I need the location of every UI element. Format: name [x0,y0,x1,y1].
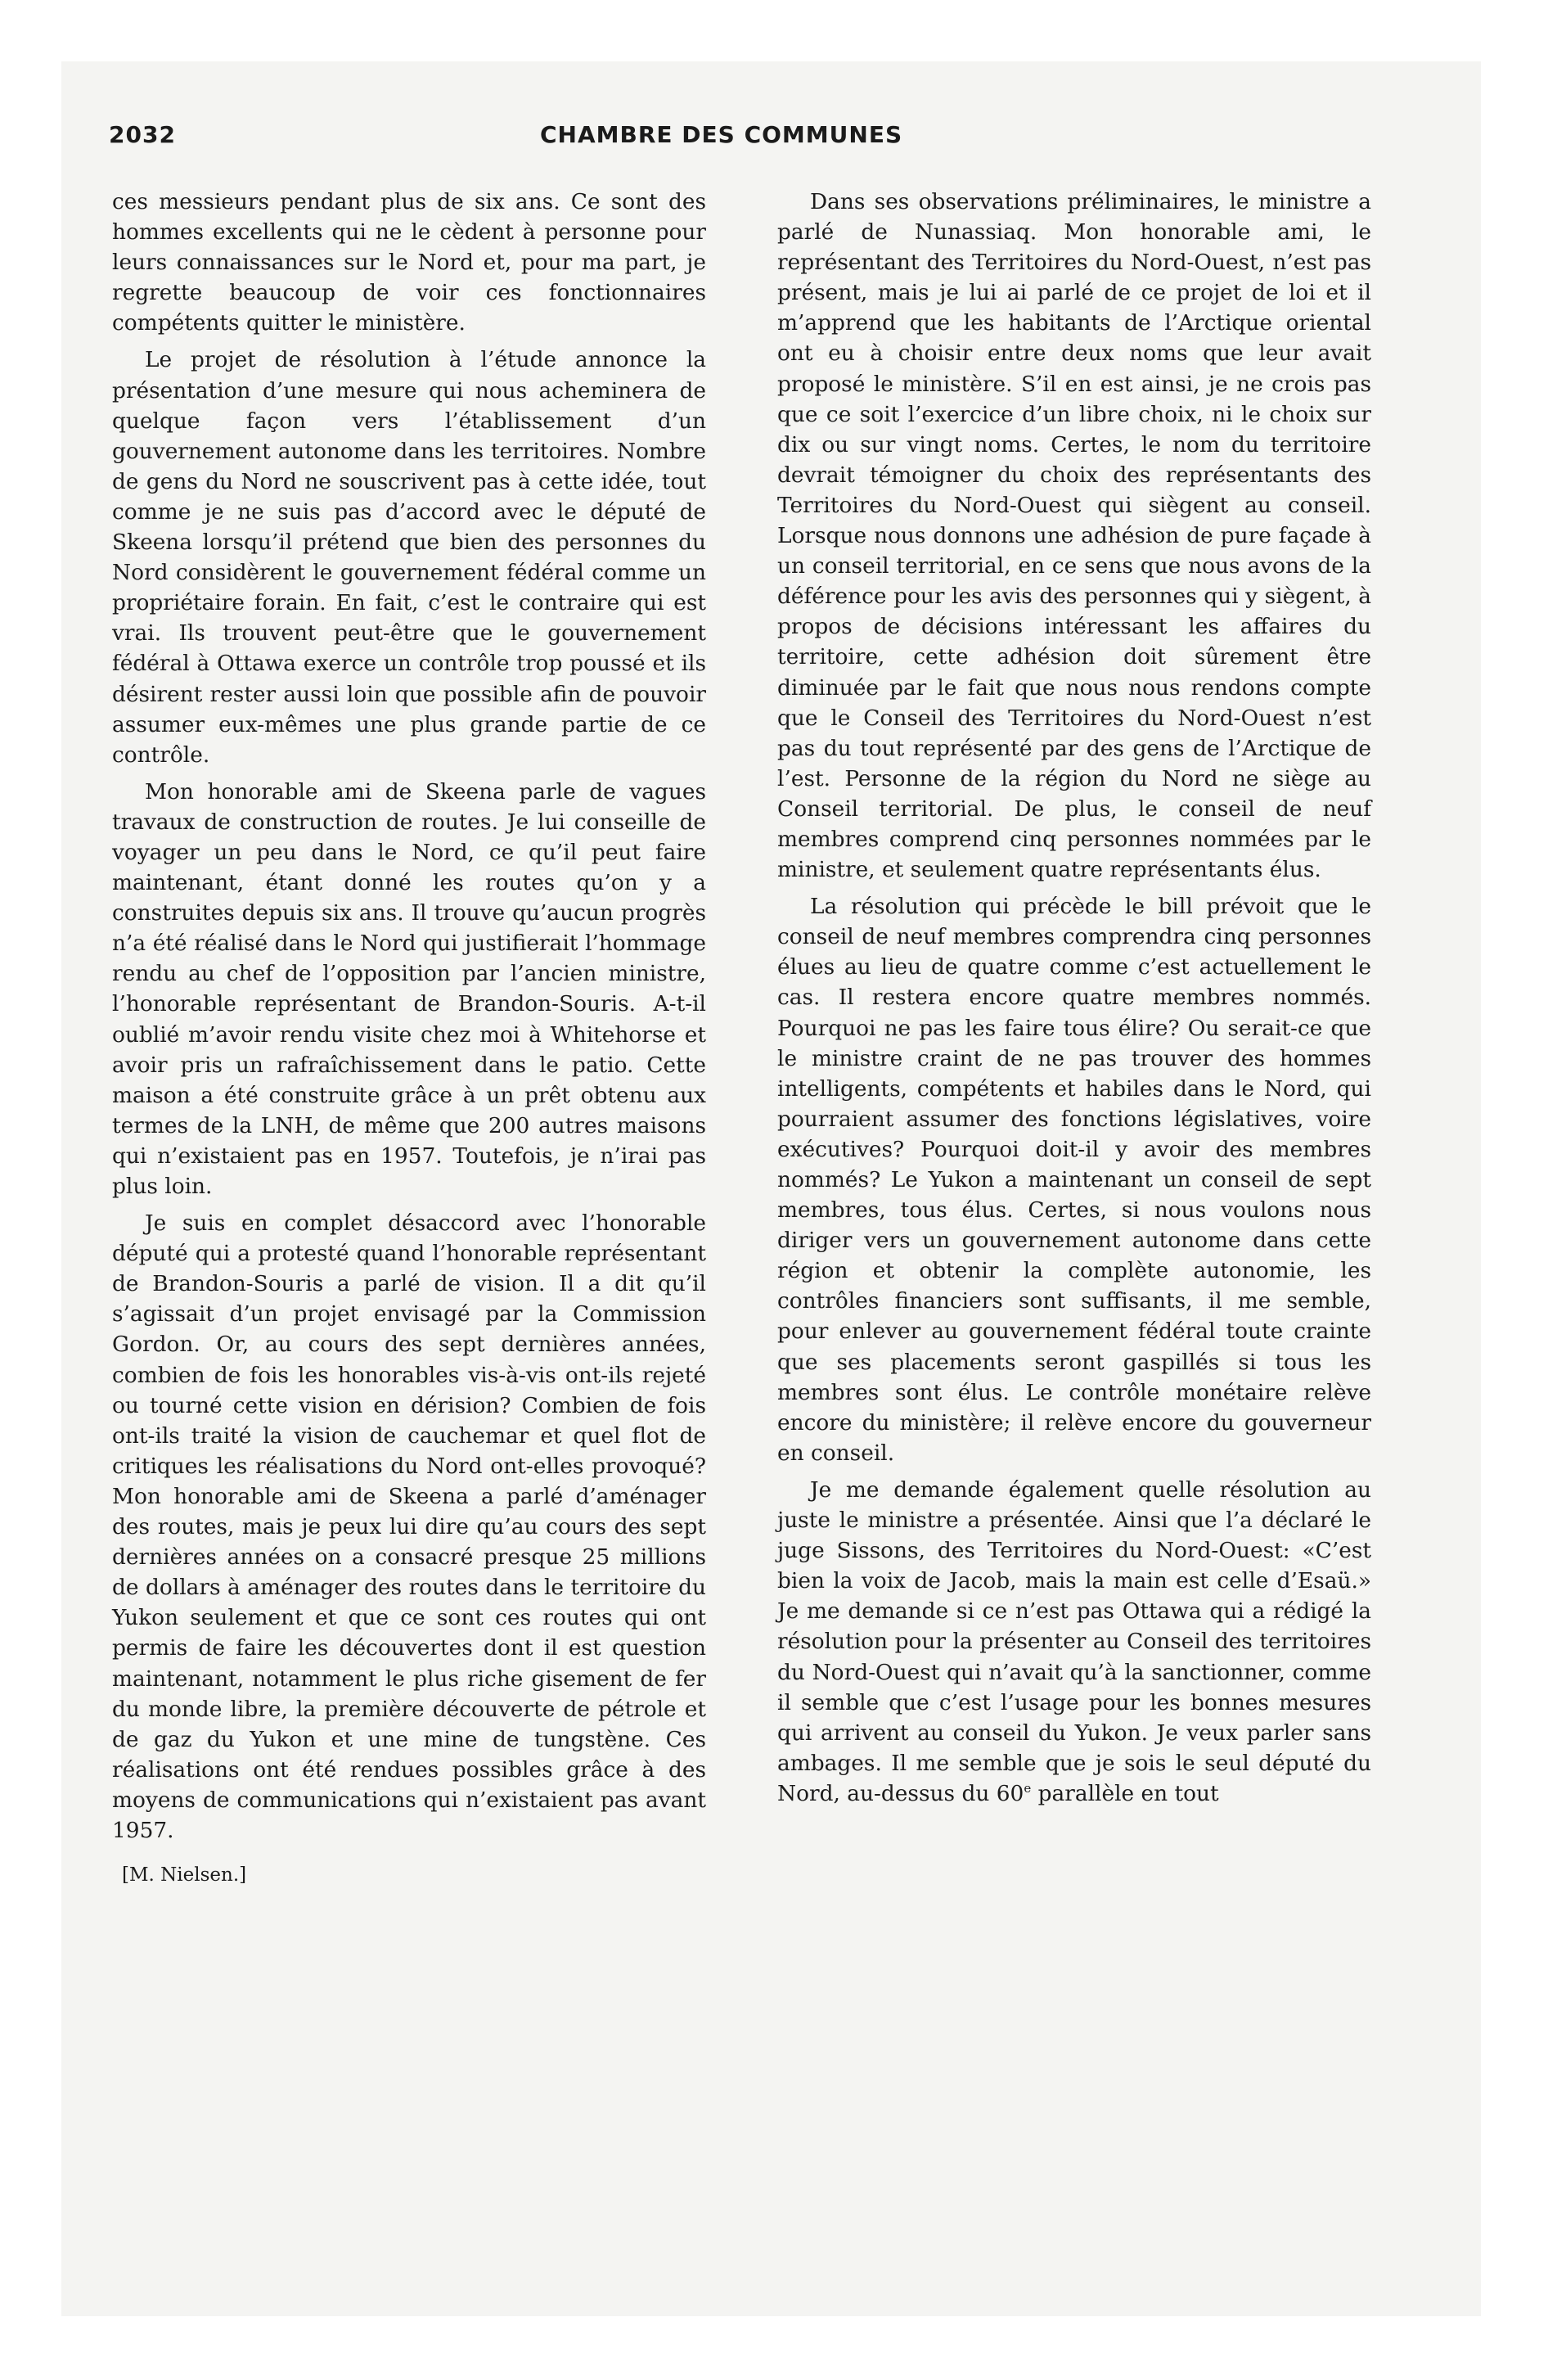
paragraph-tail: parallèle en tout [1031,1780,1219,1806]
ordinal-superscript: e [1024,1781,1032,1796]
left-column [112,187,706,1891]
paragraph: Mon honorable ami de Skeena parle de vagues travaux de construction de routes. Je lui conseille de voyager un peu dans le Nord, ce qu’il peut faire maintenant, étant donné les routes qu’on y a construites depuis six ans. Il trouve qu’aucun progrès n’a été réalisé dans le Nord qui justifierait l’hommage rendu au chef de l’opposition par l’ancien ministre, l’honorable représentant de Brandon-Souris. A-t-il oublié m’avoir rendu visite chez moi à Whitehorse et avoir pris un rafraîchissement dans le patio. Cette maison a été construite grâce à un prêt obtenu aux termes de la LNH, de même que 200 autres maisons qui n’existaient pas en 1957. Toutefois, je n’irai pas plus loin. [112,778,706,1199]
right-column [777,187,1371,1815]
running-head-title: CHAMBRE DES COMMUNES [540,121,903,148]
paragraph: Je suis en complet désaccord avec l’honorable député qui a protesté quand l’honorable représentant de Brandon-Souris a parlé de vision. Il a dit qu’il s’agissait d’un projet envisagé par la Commission Gordon. Or, au cours des sept dernières années, combien de fois les honorables vis-à-vis ont-ils rejeté ou tourné cette vision en dérision? Combien de fois ont-ils traité la vision de cauchemar et quel flot de critiques les réalisations du Nord ont-elles provoqué? Mon honorable ami de Skeena a parlé d’aménager des routes, mais je peux lui dire qu’au cours des sept dernières années on a consacré presque 25 millions de dollars à aménager des routes dans le territoire du Yukon seulement et que ce sont ces routes qui ont permis de faire les découvertes dont il est question maintenant, notamment le plus riche gisement de fer du monde libre, la première découverte de pétrole et de gaz du Yukon et une mine de tungstène. Ces réalisations ont été rendues possibles grâce à des moyens de communications qui n’existaient pas avant 1957. [112,1210,706,1843]
paragraph: La résolution qui précède le bill prévoit que le conseil de neuf membres comprendra cinq personnes élues au lieu de quatre comme c’est actuellement le cas. Il restera encore quatre membres nommés. Pourquoi ne pas les faire tous élire? Ou serait-ce que le ministre craint de ne pas trouver des hommes intelligents, compétents et habiles dans le Nord, qui pourraient assumer des fonctions législatives, voire exécutives? Pourquoi doit-il y avoir des membres nommés? Le Yukon a maintenant un conseil de sept membres, tous élus. Certes, si nous voulons nous diriger vers un gouvernement autonome dans cette région et obtenir la complète autonomie, les contrôles financiers sont suffisants, il me semble, pour enlever au gouvernement fédéral toute crainte que ses placements seront gaspillés si tous les membres sont élus. Le contrôle monétaire relève encore du ministère; il relève encore du gouverneur en conseil. [777,894,1371,1466]
page-number: 2032 [109,121,176,148]
paragraph: Dans ses observations préliminaires, le ministre a parlé de Nunassiaq. Mon honorable ami, le représentant des Territoires du Nord-Ouest, n’est pas présent, mais je lui ai parlé de ce projet de loi et il m’apprend que les habitants de l’Arctique oriental ont eu à choisir entre deux noms que leur avait proposé le ministère. S’il en est ainsi, je ne crois pas que ce soit l’exercice d’un libre choix, ni le choix sur dix ou sur vingt noms. Certes, le nom du territoire devrait témoigner du choix des représentants des Territoires du Nord-Ouest qui siègent au conseil. Lorsque nous donnons une adhésion de pure façade à un conseil territorial, en ce sens que nous avons de la déférence pour les avis des personnes qui y siègent, à propos de décisions intéressant les affaires du territoire, cette adhésion doit sûrement être diminuée par le fait que nous nous rendons compte que le Conseil des Territoires du Nord-Ouest n’est pas du tout représenté par des gens de l’Arctique de l’est. Personne de la région du Nord ne siège au Conseil territorial. De plus, le conseil de neuf membres comprend cinq personnes nommées par le ministre, et seulement quatre représentants élus. [777,189,1371,883]
paragraph-text: Je me demande également quelle résolution au juste le ministre a présentée. Ainsi que l’a déclaré le juge Sissons, des Territoires du Nord-Ouest: «C’est bien la voix de Jacob, mais la main est celle d’Esaü.» Je me demande si ce n’est pas Ottawa qui a rédigé la résolution pour la présenter au Conseil des territoires du Nord-Ouest qui n’avait qu’à la sanctionner, comme il semble que c’est l’usage pour les bonnes mesures qui arrivent au conseil du Yukon. Je veux parler sans ambages. Il me semble que je sois le seul député du Nord, au-dessus du 60 [777,1476,1371,1806]
paragraph: Le projet de résolution à l’étude annonce la présentation d’une mesure qui nous acheminera de quelque façon vers l’établissement d’un gouvernement autonome dans les territoires. Nombre de gens du Nord ne souscrivent pas à cette idée, tout comme je ne suis pas d’accord avec le député de Skeena lorsqu’il prétend que bien des personnes du Nord considèrent le gouvernement fédéral comme un propriétaire forain. En fait, c’est le contraire qui est vrai. Ils trouvent peut-être que le gouvernement fédéral à Ottawa exerce un contrôle trop poussé et ils désirent rester aussi loin que possible afin de pouvoir assumer eux-mêmes une plus grande partie de ce contrôle. [112,347,706,768]
speaker-note: [M. Nielsen.] [122,1864,247,1886]
paragraph: ces messieurs pendant plus de six ans. Ce sont des hommes excellents qui ne le cèdent à personne pour leurs connaissances sur le Nord et, pour ma part, je regrette beaucoup de voir ces fonctionnaires compétents quitter le ministère. [112,189,706,336]
paragraph-final [777,1475,1371,1809]
